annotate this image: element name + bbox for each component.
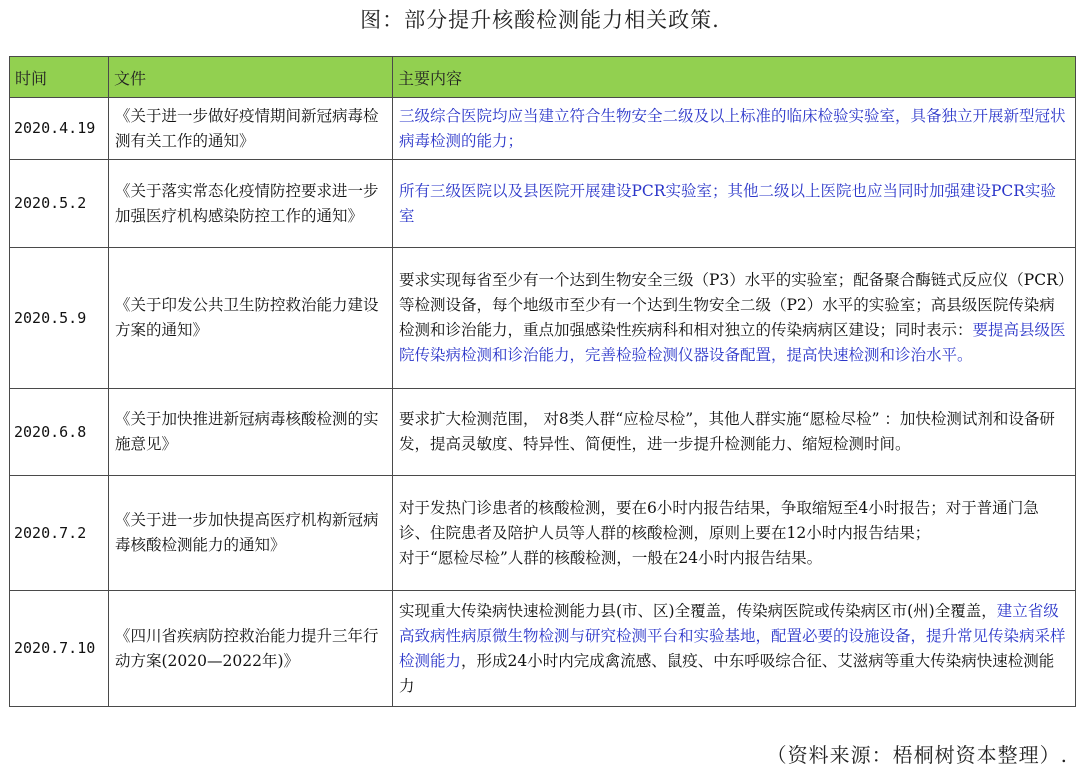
row-document: 《关于加快推进新冠病毒核酸检测的实施意见》 (109, 389, 393, 476)
content-highlight: 建立省级高致病性病原微生物检测与研究检测平台和实验基地，配置必要的设施设备，提升常见传染病采样检测能力 (399, 601, 1066, 670)
row-date: 2020.7.10 (10, 591, 109, 707)
content-text-2: ，形成24小时内完成禽流感、鼠疫、中东呼吸综合征、艾滋病等重大传染病快速检测能力 (399, 651, 1055, 695)
row-date: 2020.7.2 (10, 476, 109, 591)
row-content (393, 160, 1076, 248)
table-header-row (10, 57, 1076, 98)
content-text: 实现重大传染病快速检测能力县(市、区)全覆盖，传染病医院或传染病区市(州)全覆盖， (399, 601, 997, 620)
content-highlight: 要提高县级医院传染病检测和诊治能力，完善检验检测仪器设备配置，提高快速检测和诊治水平。 (399, 321, 1066, 364)
header-content: 主要内容 (393, 57, 1076, 98)
page-title: 图：部分提升核酸检测能力相关政策. (360, 8, 720, 32)
content-highlight: 所有三级医院以及县医院开展建设PCR实验室；其他二级以上医院也应当同时加强建设PCR实验室 (399, 181, 1056, 225)
table-row (10, 98, 1076, 160)
content-text: 对于发热门诊患者的核酸检测，要在6小时内报告结果，争取缩短至4小时报告；对于普通门急诊、住院患者及陪护人员等人群的核酸检测，原则上要在12小时内报告结果； (399, 498, 1039, 542)
row-date: 2020.5.9 (10, 248, 109, 389)
policy-table (9, 56, 1076, 707)
row-content (393, 591, 1076, 707)
content-text: 要求实现每省至少有一个达到生物安全三级（P3）水平的实验室；配备聚合酶链式反应仪（PCR）等检测设备，每个地级市至少有一个达到生物安全二级（P2）水平的实验室；高县级医院传染病检测和诊治能力，重点加强感染性疾病科和相对独立的传染病病区建设；同时表示： (399, 271, 1066, 339)
row-content (393, 476, 1076, 591)
content-highlight: 三级综合医院均应当建立符合生物安全二级及以上标准的临床检验实验室，具备独立开展新型冠状病毒检测的能力； (399, 106, 1066, 150)
row-date: 2020.6.8 (10, 389, 109, 476)
row-content (393, 98, 1076, 160)
row-document: 《四川省疾病防控救治能力提升三年行动方案(2020—2022年)》 (109, 591, 393, 707)
row-document: 《关于印发公共卫生防控救治能力建设方案的通知》 (109, 248, 393, 389)
source-note: （资料来源：梧桐树资本整理）. (766, 743, 1068, 767)
row-content (393, 248, 1076, 389)
row-document: 《关于进一步加快提高医疗机构新冠病毒核酸检测能力的通知》 (109, 476, 393, 591)
table-row (10, 160, 1076, 248)
row-document: 《关于进一步做好疫情期间新冠病毒检测有关工作的通知》 (109, 98, 393, 160)
table-row (10, 476, 1076, 591)
table-row (10, 248, 1076, 389)
header-time: 时间 (10, 57, 109, 98)
table-row (10, 591, 1076, 707)
table-row (10, 389, 1076, 476)
row-document: 《关于落实常态化疫情防控要求进一步加强医疗机构感染防控工作的通知》 (109, 160, 393, 248)
row-date: 2020.5.2 (10, 160, 109, 248)
content-text: 要求扩大检测范围， 对8类人群“应检尽检”，其他人群实施“愿检尽检” ：加快检测试剂和设备研发，提高灵敏度、特异性、简便性，进一步提升检测能力、缩短检测时间。 (399, 410, 1055, 453)
header-file: 文件 (109, 57, 393, 98)
content-text-2: 对于“愿检尽检”人群的核酸检测，一般在24小时内报告结果。 (399, 548, 823, 567)
row-content (393, 389, 1076, 476)
row-date: 2020.4.19 (10, 98, 109, 160)
